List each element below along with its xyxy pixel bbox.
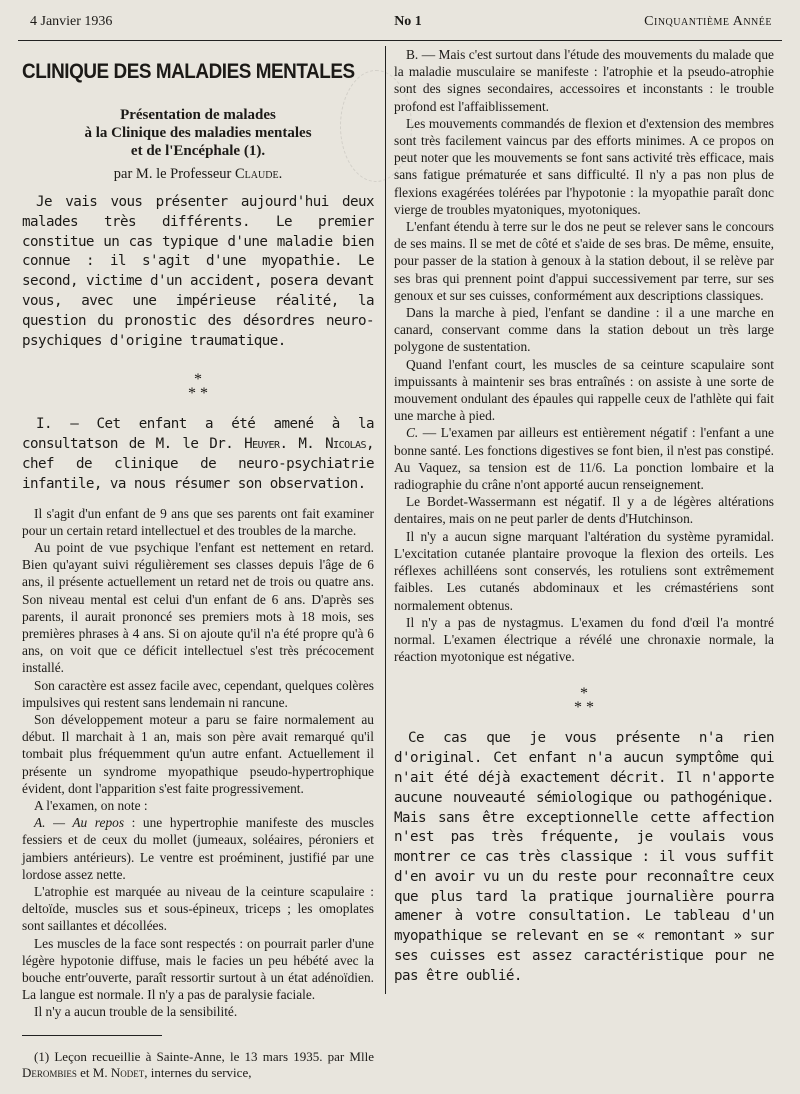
- conclusion-paragraph: Ce cas que je vous présente n'a rien d'original. Cet enfant n'a aucun symptôme qui n'ait été déjà exactement décrit. Il n'apporte aucune nouveauté sémiologique ou pathogénique. Mais sans être exceptionnelle cette affection n'est pas très fréquente, je voulais vous montrer ce cas très classique : il vous suffit d'en avoir vu un du reste pour reconnaître ceux que plus tard la pratique journalière pourra amener à votre consultation. Le tableau d'un myopathique se relevant en se « remontant » sur ses cuisses est assez caractéristique pour ne pas être oublié.: [394, 730, 774, 984]
- section-title: CLINIQUE DES MALADIES MENTALES: [22, 60, 355, 83]
- case1-doctor-1: Heuyer: [244, 436, 280, 453]
- issue-number: No 1: [394, 14, 422, 29]
- section-separator: * * *: [188, 371, 208, 403]
- case1-doctor-2: Nicolas: [325, 436, 366, 453]
- header-rule: [18, 40, 782, 41]
- paragraph: Au point de vue psychique l'enfant est nettement en retard. Bien qu'ayant suivi régulièrement ses classes depuis l'âge de 6 ans, il présente actuellement un retard net de trois ou quatre ans. Son niveau mental est celui d'un enfant de 6 ans. D'après ses parents, il aurait prononcé ses premiers mots à 18 mois, ses premières phrases à 4 ans. Si on ajoute qu'il n'a été propre qu'à 6 ans, on voit que ce déficit intellectuel s'est très précocement installé.: [22, 539, 374, 676]
- author-prefix: par M. le Professeur: [113, 166, 232, 182]
- paragraph: Il n'y a aucun signe marquant l'altération du système pyramidal. L'excitation cutanée plantaire provoque la flexion des orteils. Les réflexes achilléens sont conservés, les rotuliens sont extrêmement faibles. Les cutanés abdominaux et les crémastériens sont normalement obtenus.: [394, 528, 774, 613]
- paragraph: Les mouvements commandés de flexion et d'extension des membres sont très facilement vaincus par des efforts minimes. A ce propos on peut noter que les mouvements se font sans activité très efficace, mais sans fatigue prématurée et sans difficulté. Il n'y a pas non plus de flexions exagérées tolérées par l'hypotonie : la myopathie paraît donc vierge de troubles myatoniques, myotoniques.: [394, 115, 774, 217]
- paragraph: [394, 424, 774, 493]
- article-subtitle: [22, 106, 374, 160]
- right-column: [394, 46, 774, 987]
- author-name: Claude.: [235, 166, 283, 182]
- section-separator: * * *: [574, 685, 594, 717]
- exam-label: C.: [406, 425, 419, 441]
- subtitle-line-1: Présentation de malades: [120, 107, 276, 123]
- case1-paragraph: [22, 415, 374, 494]
- exam-text: — L'examen par ailleurs est entièrement négatif : l'enfant a une bonne santé. Les fonctions digestives se font bien, il n'est pas constipé. Au Vaquez, sa tension est de 11/6. La ponction lombaire et la radiographie du crâne n'ont apporté aucun renseignement.: [394, 425, 774, 493]
- paragraph: Son caractère est assez facile avec, cependant, quelques colères impulsives qui restent sans lendemain ni rancune.: [22, 677, 374, 710]
- page-header: [30, 14, 772, 36]
- author-line: [22, 166, 374, 183]
- paragraph: Il n'y a aucun trouble de la sensibilité.: [34, 1004, 238, 1020]
- footnote-text-b: et M.: [80, 1064, 108, 1080]
- footnote-text-c: , internes du service,: [144, 1064, 252, 1080]
- paragraph: Il n'y a pas de nystagmus. L'examen du fond d'œil l'a montré normal. L'examen électrique a révélé une chronaxie normale, la réaction myotonique est négative.: [394, 614, 774, 665]
- subtitle-line-3: et de l'Encéphale (1).: [130, 143, 266, 159]
- paragraph: L'atrophie est marquée au niveau de la ceinture scapulaire : deltoïde, muscles sus et sous-épineux, triceps ; les omoplates sont saillantes et décollées.: [22, 884, 374, 934]
- rest-label: A. — Au repos: [34, 815, 125, 831]
- case1-text-c: , chef de clinique de neuro-psychiatrie infantile, va nous résumer son observation.: [22, 436, 374, 492]
- subtitle-line-2: à la Clinique des maladies mentales: [84, 125, 312, 141]
- paragraph: [22, 814, 374, 883]
- footnote-text-a: (1) Leçon recueillie à Sainte-Anne, le 13 mars 1935. par Mlle: [34, 1048, 374, 1064]
- footnote-name-1: Derombies: [22, 1064, 77, 1080]
- case1-text-b: . M.: [279, 436, 315, 453]
- issue-date: 4 Janvier 1936: [30, 14, 113, 29]
- column-divider: [385, 46, 386, 994]
- paragraph: B. — Mais c'est surtout dans l'étude des mouvements du malade que la maladie musculaire se manifeste : l'atrophie et la pseudo-atrophie sont des signes secondaires, accessoires et inconstants : le trouble profond est l'affaiblissement.: [394, 47, 774, 114]
- rest-text: : une hypertrophie manifeste des muscles fessiers et de ceux du mollet (jumeaux, soléaires, péroniers et jambiers antérieurs). Le ventre est proéminent, justifié par une lordose assez nette.: [22, 815, 374, 882]
- footnote-rule: [22, 1035, 162, 1036]
- paragraph: L'enfant étendu à terre sur le dos ne peut se relever sans le concours de ses mains. Il se met de côté et s'aide de ses bras. De même, ensuite, pour passer de la station à genoux à la station debout, il se relève par ses bras qui prennent point d'appui successivement par terre, sur ses genoux et sur ses cuisses, conformément aux descriptions classiques.: [394, 219, 774, 303]
- paragraph: Il s'agit d'un enfant de 9 ans que ses parents ont fait examiner pour un certain retard intellectuel et des troubles de la marche.: [22, 505, 374, 538]
- paragraph: Les muscles de la face sont respectés : on pourrait parler d'une légère hypotonie diffuse, mais le facies un peu hébété avec la bouche entr'ouverte, paraît ressortir surtout à un état adénoïdien. La langue est normale. Il n'y a pas de paralysie faciale.: [22, 935, 374, 1003]
- case1-text-a: I. — Cet enfant a été amené à la consultatson de M. le Dr.: [22, 416, 374, 453]
- paragraph: Quand l'enfant court, les muscles de sa ceinture scapulaire sont impuissants à maintenir ses bras entraînés : on assiste à une sorte de mouvement ondulant des épaules qui rappelle ceux de l'athlète qui fait une marche à pied.: [394, 356, 774, 424]
- paragraph: Dans la marche à pied, l'enfant se dandine : il a une marche en canard, conservant comme dans la station debout un très large polygone de sustentation.: [394, 305, 774, 355]
- paragraph: A l'examen, on note :: [34, 798, 148, 814]
- footnote-name-2: Nodet: [110, 1064, 145, 1080]
- paragraph: Son développement moteur a paru se faire normalement au début. Il marchait à 1 an, mais son père avait remarqué qu'il tombait plus fréquemment qu'un autre enfant. Actuellement il présente un syndrome myopathique pseudo-hypertrophique évident, dont l'apparition s'est faite progressivement.: [22, 712, 374, 796]
- footnote: [22, 1049, 374, 1081]
- paragraph: Le Bordet-Wassermann est négatif. Il y a de légères altérations dentaires, mais on ne peut parler de dents d'Hutchinson.: [394, 494, 774, 527]
- intro-paragraph: Je vais vous présenter aujourd'hui deux malades très différents. Le premier constitue un cas typique d'une maladie bien connue : il s'agit d'une myopathie. Le second, victime d'un accident, posera devant vous, avec une impérieuse réalité, la question du pronostic des désordres neuro-psychiques d'origine traumatique.: [22, 194, 374, 349]
- issue-year: Cinquantième Année: [644, 14, 772, 29]
- left-column: [22, 56, 374, 1094]
